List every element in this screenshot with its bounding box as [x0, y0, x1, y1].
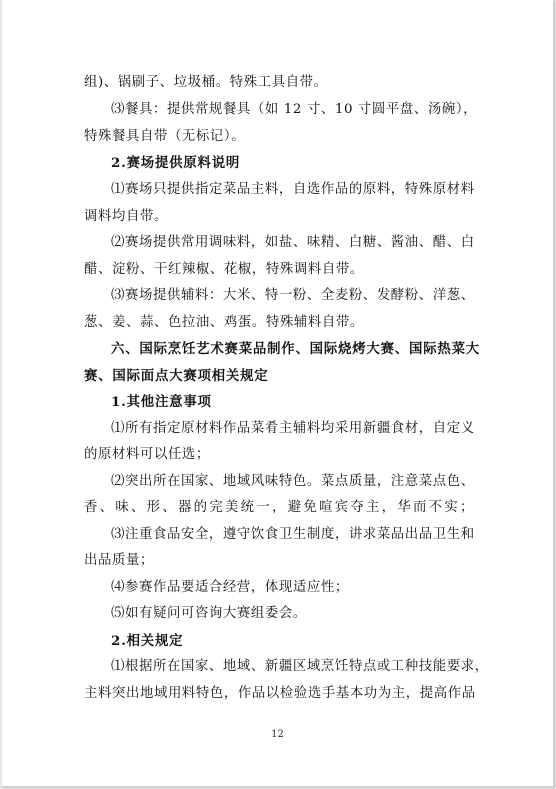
page-number: 12 [271, 729, 284, 740]
section-heading: 1.其他注意事项 [111, 394, 212, 410]
text-line: 特殊餐具自带（无标记）。 [84, 129, 246, 144]
text-line: ⑶餐具：提供常规餐具（如 12 寸、10 寸圆平盘、汤碗）， [111, 102, 478, 117]
section-heading: 2.相关规定 [111, 633, 184, 649]
section-heading: 2.赛场提供原料说明 [111, 155, 241, 171]
chapter-heading: 六、国际烹饪艺术赛菜品制作、国际烧烤大赛、国际热菜大 [111, 341, 480, 357]
text-line: 出品质量； [84, 553, 154, 568]
text-line: ⑴赛场只提供指定菜品主料，自选作品的原料，特殊原材料 [111, 182, 475, 197]
text-line: ⑴根据所在国家、地域、新疆区域烹饪特点或工种技能要求， [111, 659, 489, 674]
text-line: 组)、锅刷子、垃圾桶。特殊工具自带。 [84, 75, 328, 90]
chapter-heading: 赛、国际面点大赛项相关规定 [84, 368, 269, 384]
text-line: ⑵突出所在国家、地域风味特色。菜点质量，注意菜点色、 [111, 474, 475, 489]
text-line: ⑶赛场提供辅料：大米、特一粉、全麦粉、发酵粉、洋葱、 [111, 288, 475, 303]
text-line: 调料均自带。 [84, 209, 168, 224]
text-line: ⑵赛场提供常用调味料，如盐、味精、白糖、酱油、醋、白 [111, 235, 475, 250]
text-line: 主料突出地域用料特色，作品以检验选手基本功为主，提高作品 [84, 686, 476, 701]
document-page [2, 0, 554, 787]
text-line: 醋、淀粉、干红辣椒、花椒，特殊调料自带。 [84, 262, 364, 277]
text-line: ⑸如有疑问可咨询大赛组委会。 [111, 606, 307, 621]
text-line: 香、味、形、器的完美统一，避免喧宾夺主，华而不实； [84, 500, 474, 515]
text-line: ⑶注重食品安全，遵守饮食卫生制度，讲求菜品出品卫生和 [111, 527, 475, 542]
text-line: ⑷参赛作品要适合经营，体现适应性； [111, 580, 349, 595]
text-line: 葱、姜、蒜、色拉油、鸡蛋。特殊辅料自带。 [84, 315, 364, 330]
text-line: ⑴所有指定原材料作品菜肴主辅料均采用新疆食材，自定义 [111, 421, 475, 436]
text-line: 的原材料可以任选； [84, 447, 210, 462]
